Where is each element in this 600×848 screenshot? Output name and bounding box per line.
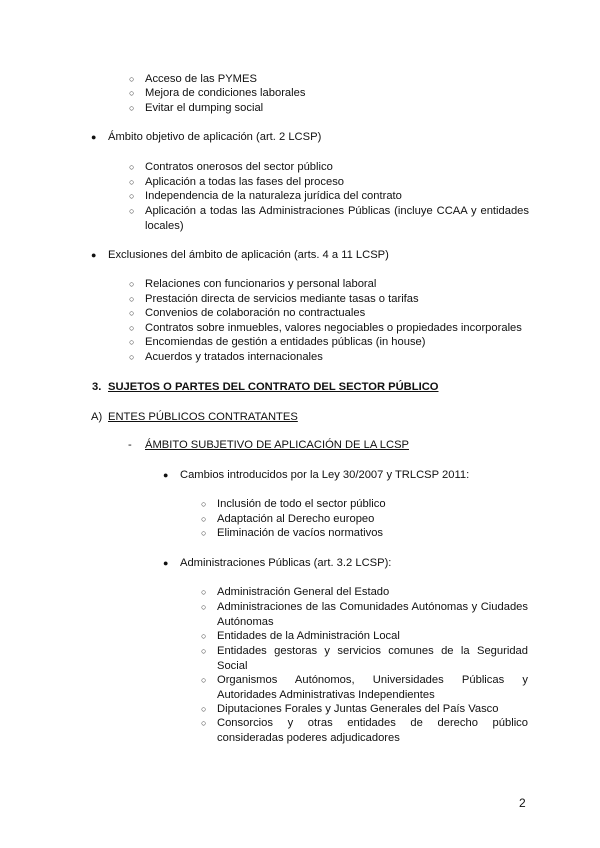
list-item: Administraciones de las Comunidades Autónomas y Ciudades Autónomas xyxy=(217,601,528,628)
circle-bullet-icon: ○ xyxy=(201,528,207,538)
subsection-title: ENTES PÚBLICOS CONTRATANTES xyxy=(108,411,298,423)
circle-bullet-icon: ○ xyxy=(129,323,135,333)
list-item: Mejora de condiciones laborales xyxy=(145,87,306,99)
circle-bullet-icon: ○ xyxy=(129,294,135,304)
circle-bullet-icon: ○ xyxy=(129,88,135,98)
circle-bullet-icon: ○ xyxy=(201,631,207,641)
list-item: Entidades de la Administración Local xyxy=(217,630,400,642)
list-item: Relaciones con funcionarios y personal laboral xyxy=(145,278,377,290)
subsection-letter: A) xyxy=(91,411,103,423)
circle-bullet-icon: ○ xyxy=(201,587,207,597)
dash-bullet-icon: - xyxy=(128,439,132,451)
circle-bullet-icon: ○ xyxy=(129,74,135,84)
circle-bullet-icon: ○ xyxy=(201,704,207,714)
disc-bullet-icon: ● xyxy=(163,470,169,480)
list-item: Prestación directa de servicios mediante tasas o tarifas xyxy=(145,293,419,305)
circle-bullet-icon: ○ xyxy=(201,514,207,524)
circle-bullet-icon: ○ xyxy=(201,718,207,728)
section-heading: Administraciones Públicas (art. 3.2 LCSP): xyxy=(180,557,392,569)
disc-bullet-icon: ● xyxy=(91,132,97,142)
disc-bullet-icon: ● xyxy=(163,558,169,568)
circle-bullet-icon: ○ xyxy=(201,602,207,612)
subheading-title: ÁMBITO SUBJETIVO DE APLICACIÓN DE LA LCSP xyxy=(145,439,410,451)
list-item: Aplicación a todas las fases del proceso xyxy=(145,176,345,188)
list-item: Encomiendas de gestión a entidades públicas (in house) xyxy=(145,336,426,348)
circle-bullet-icon: ○ xyxy=(201,499,207,509)
list-item: Adaptación al Derecho europeo xyxy=(217,513,375,525)
list-item: Contratos onerosos del sector público xyxy=(145,161,333,173)
list-item: Administración General del Estado xyxy=(217,586,390,598)
list-item: Acuerdos y tratados internacionales xyxy=(145,351,323,363)
list-item: Organismos Autónomos, Universidades Públicas y Autoridades Administrativas Independientes xyxy=(217,674,528,701)
page-number: 2 xyxy=(519,796,526,810)
section-heading: Ámbito objetivo de aplicación (art. 2 LCSP) xyxy=(108,131,322,143)
circle-bullet-icon: ○ xyxy=(201,646,207,656)
circle-bullet-icon: ○ xyxy=(129,352,135,362)
list-item: Contratos sobre inmuebles, valores negociables o propiedades incorporales xyxy=(145,322,522,334)
circle-bullet-icon: ○ xyxy=(129,308,135,318)
list-item: Eliminación de vacíos normativos xyxy=(217,527,384,539)
section-heading: Exclusiones del ámbito de aplicación (arts. 4 a 11 LCSP) xyxy=(108,249,389,261)
list-item: Consorcios y otras entidades de derecho público consideradas poderes adjudicadores xyxy=(217,717,528,744)
list-item: Entidades gestoras y servicios comunes de la Seguridad Social xyxy=(217,645,528,672)
list-item: Inclusión de todo el sector público xyxy=(217,498,386,510)
circle-bullet-icon: ○ xyxy=(129,177,135,187)
list-item: Diputaciones Forales y Juntas Generales del País Vasco xyxy=(217,703,499,715)
circle-bullet-icon: ○ xyxy=(129,103,135,113)
list-item: Evitar el dumping social xyxy=(145,102,264,114)
circle-bullet-icon: ○ xyxy=(129,162,135,172)
section-number: 3. xyxy=(92,381,102,393)
list-item: Convenios de colaboración no contractuales xyxy=(145,307,366,319)
list-item: Independencia de la naturaleza jurídica del contrato xyxy=(145,190,402,202)
disc-bullet-icon: ● xyxy=(91,250,97,260)
circle-bullet-icon: ○ xyxy=(129,206,135,216)
circle-bullet-icon: ○ xyxy=(201,675,207,685)
circle-bullet-icon: ○ xyxy=(129,337,135,347)
section-heading: Cambios introducidos por la Ley 30/2007 y TRLCSP 2011: xyxy=(180,469,470,481)
circle-bullet-icon: ○ xyxy=(129,191,135,201)
list-item: Acceso de las PYMES xyxy=(145,73,257,85)
list-item: Aplicación a todas las Administraciones Públicas (incluye CCAA y entidades locales) xyxy=(145,205,529,232)
circle-bullet-icon: ○ xyxy=(129,279,135,289)
section-title: SUJETOS O PARTES DEL CONTRATO DEL SECTOR PÚBLICO xyxy=(108,381,439,393)
